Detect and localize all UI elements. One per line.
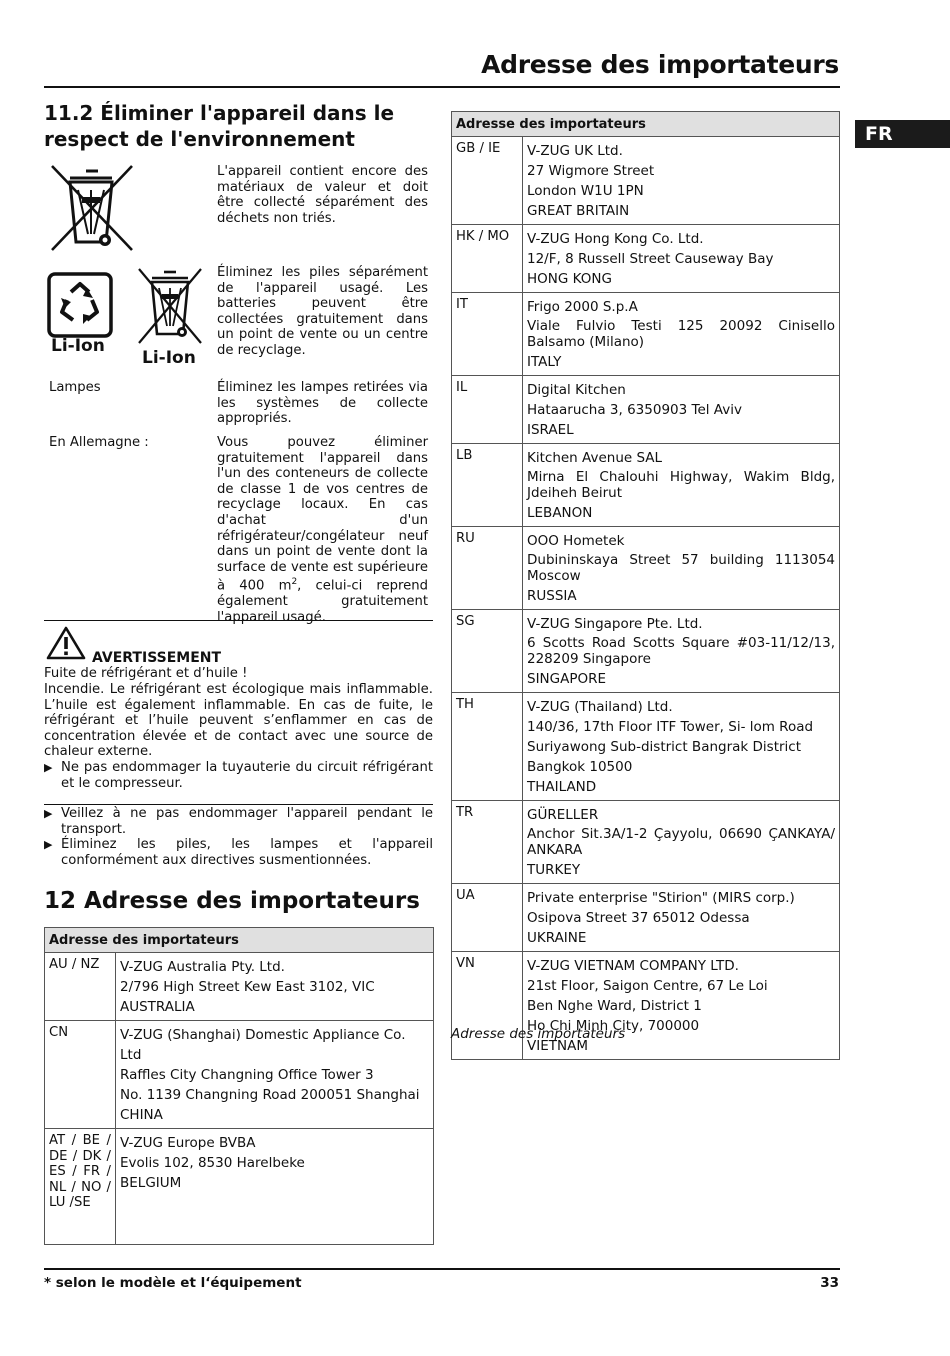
importers-table-right: [451, 111, 840, 1060]
lamps-label: Lampes: [49, 380, 101, 395]
address-cell: [523, 225, 840, 293]
table-row: [45, 1129, 434, 1245]
address-line: ISRAEL: [527, 422, 574, 438]
warning-bullet: [44, 760, 433, 791]
li-ion-label-1: Li-Ion: [51, 336, 105, 356]
address-cell: [523, 801, 840, 884]
address-cell: [523, 444, 840, 527]
country-code: TR: [452, 801, 523, 884]
warning-bottom-rule: [44, 804, 433, 805]
address-line: Suriyawong Sub-district Bangrak District: [527, 739, 802, 755]
country-code: AT / BE / DE / DK / ES / FR / NL / NO / LU /SE: [45, 1129, 116, 1245]
address-line: 27 Wigmore Street: [527, 163, 655, 179]
table-row: [452, 952, 840, 1060]
address-line: V-ZUG UK Ltd.: [527, 143, 623, 159]
address-cell: [523, 137, 840, 225]
address-line: V-ZUG (Thailand) Ltd.: [527, 699, 673, 715]
address-line: Ho Chi Minh City, 700000: [527, 1018, 700, 1034]
country-code: RU: [452, 527, 523, 610]
address-line: OOO Hometek: [527, 533, 625, 549]
page-header-title: Adresse des importateurs: [481, 50, 839, 79]
instruction-item: [44, 806, 433, 837]
warning-title: AVERTISSEMENT: [92, 650, 222, 666]
table-row: [452, 293, 840, 376]
arrow-right-icon: ▶: [44, 761, 53, 774]
address-line: Mirna El Chalouhi Highway, Wakim Bldg, Jdeiheh Beirut: [527, 469, 835, 501]
address-cell: [116, 1129, 434, 1245]
table-row: [452, 610, 840, 693]
section-12-heading: 12 Adresse des importateurs: [44, 888, 420, 914]
table-row: [452, 527, 840, 610]
recycle-icon: [47, 272, 113, 338]
arrow-right-icon: ▶: [44, 807, 53, 820]
table-row: [452, 693, 840, 801]
address-cell: [116, 953, 434, 1021]
table-header: Adresse des importateurs: [45, 928, 434, 953]
address-line: V-ZUG VIETNAM COMPANY LTD.: [527, 958, 739, 974]
address-line: Digital Kitchen: [527, 382, 626, 398]
address-line: Kitchen Avenue SAL: [527, 450, 663, 466]
address-line: Ben Nghe Ward, District 1: [527, 998, 702, 1014]
address-line: Hataarucha 3, 6350903 Tel Aviv: [527, 402, 742, 418]
address-line: BELGIUM: [120, 1175, 182, 1191]
address-line: 12/F, 8 Russell Street Causeway Bay: [527, 251, 774, 267]
warning-subtitle: Fuite de réfrigérant et d’huile !: [44, 666, 248, 681]
crossed-bin-icon: [48, 162, 136, 254]
table-row: [452, 801, 840, 884]
country-code: GB / IE: [452, 137, 523, 225]
germany-text-part-1: Vous pouvez éliminer gratuitement l'appareil dans l'un des conteneurs de collecte de classe 1 de vos centres de recyclage locaux. En cas d'achat d'un réfrigérateur/congélateur neuf dans un point de vente dont la surface de vente est supérieure à 400 m: [217, 435, 428, 594]
country-code: VN: [452, 952, 523, 1060]
address-line: V-ZUG Europe BVBA: [120, 1135, 256, 1151]
address-line: Viale Fulvio Testi 125 20092 Cinisello Balsamo (Milano): [527, 318, 835, 350]
warning-body: Incendie. Le réfrigérant est écologique mais inflammable. L’huile est également inflammable. En cas de fuite, le réfrigérant et l’huile peuvent s’enflammer en cas de concentration élevée et de contact avec une source de chaleur externe.: [44, 682, 433, 760]
table-row: [452, 137, 840, 225]
address-cell: [523, 693, 840, 801]
footer-rule: [44, 1268, 840, 1270]
header-rule: [44, 86, 840, 88]
section-11-2-heading: 11.2 Éliminer l'appareil dans le respect de l'environnement: [44, 101, 395, 151]
address-line: HONG KONG: [527, 271, 612, 287]
table-row: [452, 225, 840, 293]
instruction-item: [44, 837, 433, 868]
country-code: TH: [452, 693, 523, 801]
address-cell: [523, 376, 840, 444]
address-line: 140/36, 17th Floor ITF Tower, Si- lom Road: [527, 719, 814, 735]
address-line: No. 1139 Changning Road 200051 Shanghai: [120, 1087, 420, 1103]
table-header: Adresse des importateurs: [452, 112, 840, 137]
address-line: Raffles City Changning Office Tower 3: [120, 1067, 374, 1083]
address-line: Dubininskaya Street 57 building 1113054 Moscow: [527, 552, 835, 584]
address-line: CHINA: [120, 1107, 163, 1123]
table-caption: Adresse des importateurs: [451, 1026, 626, 1042]
page-number: 33: [820, 1275, 839, 1291]
germany-text-part-2: , celui-ci reprend également gratuitement l'appareil usagé.: [217, 578, 429, 625]
address-line: VIETNAM: [527, 1038, 588, 1054]
table-row: [45, 1021, 434, 1129]
table-row: [452, 376, 840, 444]
address-line: LEBANON: [527, 505, 593, 521]
address-cell: [116, 1021, 434, 1129]
table-row: [45, 953, 434, 1021]
address-line: GREAT BRITAIN: [527, 203, 630, 219]
address-cell: [523, 610, 840, 693]
lamps-text: Éliminez les lampes retirées via les systèmes de collecte appropriés.: [217, 380, 428, 427]
address-line: 21st Floor, Saigon Centre, 67 Le Loi: [527, 978, 768, 994]
table-row: [452, 884, 840, 952]
germany-superscript: 2: [291, 577, 298, 588]
address-line: 2/796 High Street Kew East 3102, VIC: [120, 979, 375, 995]
country-code: HK / MO: [452, 225, 523, 293]
country-code: IT: [452, 293, 523, 376]
warning-bullet-text: Ne pas endommager la tuyauterie du circuit réfrigérant et le compresseur.: [61, 760, 433, 791]
address-line: UKRAINE: [527, 930, 587, 946]
importers-table-left: [44, 927, 434, 1245]
country-code: LB: [452, 444, 523, 527]
language-tab: FR: [855, 120, 950, 148]
li-ion-label-2: Li-Ion: [142, 348, 196, 368]
country-code: UA: [452, 884, 523, 952]
address-cell: [523, 884, 840, 952]
address-line: AUSTRALIA: [120, 999, 195, 1015]
germany-label: En Allemagne :: [49, 435, 149, 450]
address-line: Evolis 102, 8530 Harelbeke: [120, 1155, 305, 1171]
address-line: V-ZUG (Shanghai) Domestic Appliance Co. Ltd: [120, 1027, 406, 1063]
country-code: AU / NZ: [45, 953, 116, 1021]
instruction-text: Veillez à ne pas endommager l'appareil pendant le transport.: [61, 806, 433, 837]
address-line: TURKEY: [527, 862, 581, 878]
instruction-text: Éliminez les piles, les lampes et l'appareil conformément aux directives susmentionnées.: [61, 837, 433, 868]
country-code: CN: [45, 1021, 116, 1129]
address-line: SINGAPORE: [527, 671, 607, 687]
address-line: Anchor Sit.3A/1-2 Çayyolu, 06690 ÇANKAYA/ ANKARA: [527, 826, 835, 858]
address-line: Osipova Street 37 65012 Odessa: [527, 910, 750, 926]
address-line: Bangkok 10500: [527, 759, 633, 775]
address-line: London W1U 1PN: [527, 183, 644, 199]
address-line: ITALY: [527, 354, 562, 370]
warning-triangle-icon: [46, 626, 86, 660]
address-cell: [523, 527, 840, 610]
address-line: Frigo 2000 S.p.A: [527, 299, 638, 315]
crossed-battery-bin-icon: [136, 266, 204, 346]
germany-text: [217, 435, 428, 626]
address-line: Private enterprise "Stirion" (MIRS corp.): [527, 890, 795, 906]
country-code: IL: [452, 376, 523, 444]
address-cell: [523, 293, 840, 376]
address-line: THAILAND: [527, 779, 597, 795]
address-line: V-ZUG Australia Pty. Ltd.: [120, 959, 285, 975]
table-row: [452, 444, 840, 527]
battery-text: Éliminez les piles séparément de l'appareil usagé. Les batteries peuvent être collectées gratuitement dans un point de vente ou un centre de recyclage.: [217, 265, 428, 358]
weee-text: L'appareil contient encore des matériaux de valeur et doit être collecté séparément des déchets non triés.: [217, 164, 428, 226]
country-code: SG: [452, 610, 523, 693]
address-line: 6 Scotts Road Scotts Square #03-11/12/13, 228209 Singapore: [527, 635, 835, 667]
address-line: V-ZUG Singapore Pte. Ltd.: [527, 616, 703, 632]
address-line: V-ZUG Hong Kong Co. Ltd.: [527, 231, 704, 247]
address-cell: [523, 952, 840, 1060]
footer-note: * selon le modèle et l‘équipement: [44, 1275, 302, 1291]
address-line: GÜRELLER: [527, 807, 599, 823]
warning-top-rule: [44, 620, 433, 621]
arrow-right-icon: ▶: [44, 838, 53, 851]
address-line: RUSSIA: [527, 588, 577, 604]
